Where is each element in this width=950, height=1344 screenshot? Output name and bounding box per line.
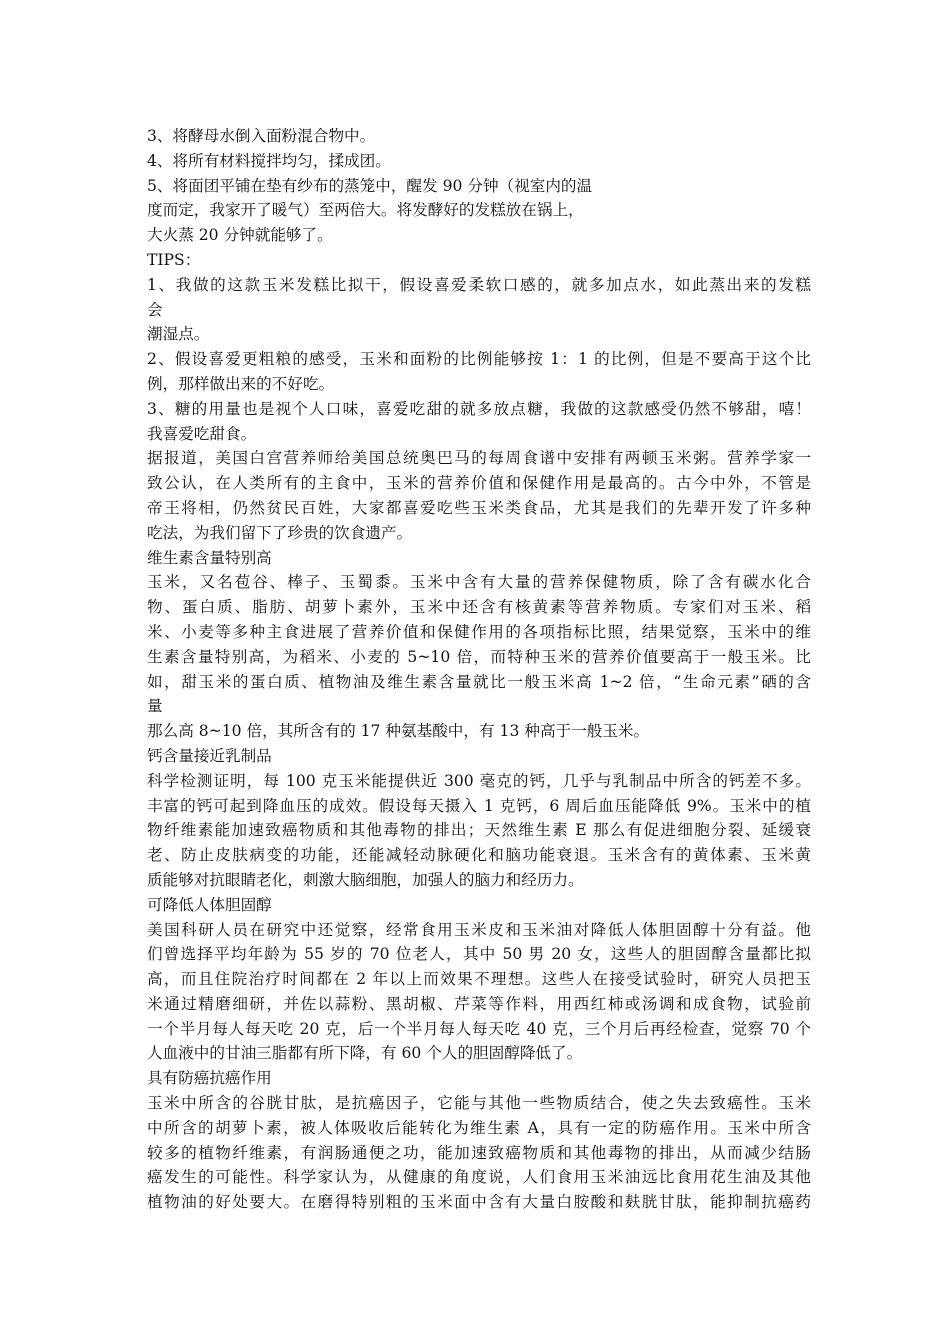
text-line: 物纤维素能加速致癌物质和其他毒物的排出；天然维生素 E 那么有促进细胞分裂、延缓衰 bbox=[147, 821, 811, 840]
section-heading: 具有防癌抗癌作用 bbox=[147, 1069, 272, 1088]
text-line: 米、小麦等多种主食进展了营养价值和保健作用的各项指标比照，结果觉察，玉米中的维 bbox=[147, 622, 811, 641]
text-line: 会 bbox=[147, 300, 163, 319]
text-line: 癌发生的可能性。科学家认为，从健康的角度说，人们食用玉米油远比食用花生油及其他 bbox=[147, 1168, 811, 1187]
text-line: 例，那样做出来的不好吃。 bbox=[147, 374, 335, 393]
text-line: 如，甜玉米的蛋白质、植物油及维生素含量就比一般玉米高 1~2 倍，“生命元素”硒的含 bbox=[147, 672, 811, 691]
text-line: 吃法，为我们留下了珍贵的饮食遗产。 bbox=[147, 523, 413, 542]
text-line: 们曾选择平均年龄为 55 岁的 70 位老人，其中 50 男 20 女，这些人的胆固醇含量都比拟 bbox=[147, 945, 811, 964]
text-line: 玉米，又名苞谷、棒子、玉蜀黍。玉米中含有大量的营养保健物质，除了含有碳水化合 bbox=[147, 573, 811, 592]
text-line: 一个半月每人每天吃 20 克，后一个半月每人每天吃 40 克，三个月后再经检查，觉察 70 个 bbox=[147, 1019, 811, 1038]
text-line: 3、糖的用量也是视个人口味，喜爱吃甜的就多放点糖，我做的这款感受仍然不够甜，嘻！ bbox=[147, 399, 811, 418]
text-line: 米通过精磨细研，并佐以蒜粉、黑胡椒、芹菜等作料，用西红柿或汤调和成食物，试验前 bbox=[147, 994, 811, 1013]
section-heading: 可降低人体胆固醇 bbox=[147, 895, 272, 914]
text-line: 度而定，我家开了暖气）至两倍大。将发酵好的发糕放在锅上， bbox=[147, 201, 584, 220]
text-line: 美国科研人员在研究中还觉察，经常食用玉米皮和玉米油对降低人体胆固醇十分有益。他 bbox=[147, 920, 811, 939]
section-heading: 钙含量接近乳制品 bbox=[147, 746, 272, 765]
text-line: 科学检测证明，每 100 克玉米能提供近 300 毫克的钙，几乎与乳制品中所含的钙差不多。 bbox=[147, 771, 811, 790]
text-line: 老、防止皮肤病变的功能，还能减轻动脉硬化和脑功能衰退。玉米含有的黄体素、玉米黄 bbox=[147, 846, 811, 865]
text-line: 4、将所有材料搅拌均匀，揉成团。 bbox=[147, 151, 391, 170]
text-line: 质能够对抗眼睛老化，刺激大脑细胞，加强人的脑力和经历力。 bbox=[147, 870, 584, 889]
text-line: 2、假设喜爱更粗粮的感受，玉米和面粉的比例能够按 1：1 的比例，但是不要高于这个比 bbox=[147, 350, 811, 369]
text-line: 较多的植物纤维素，有润肠通便之功，能加速致癌物质和其他毒物的排出，从而减少结肠 bbox=[147, 1143, 811, 1162]
text-line: 生素含量特别高，为稻米、小麦的 5~10 倍，而特种玉米的营养价值要高于一般玉米。比 bbox=[147, 647, 811, 666]
text-line: 我喜爱吃甜食。 bbox=[147, 424, 257, 443]
text-line: 5、将面团平铺在垫有纱布的蒸笼中，醒发 90 分钟（视室内的温 bbox=[147, 176, 593, 195]
text-line: 量 bbox=[147, 697, 163, 716]
text-line: 致公认，在人类所有的主食中，玉米的营养价值和保健作用是最高的。古今中外，不管是 bbox=[147, 474, 811, 493]
text-line: 大火蒸 20 分钟就能够了。 bbox=[147, 226, 333, 245]
section-heading: 维生素含量特别高 bbox=[147, 548, 272, 567]
document-body bbox=[147, 124, 811, 1215]
text-line: 据报道，美国白宫营养师给美国总统奥巴马的每周食谱中安排有两顿玉米粥。营养学家一 bbox=[147, 449, 811, 468]
text-line: 那么高 8~10 倍，其所含有的 17 种氨基酸中，有 13 种高于一般玉米。 bbox=[147, 722, 650, 741]
text-line: 潮湿点。 bbox=[147, 325, 210, 344]
text-line: 玉米中所含的谷胱甘肽，是抗癌因子，它能与其他一些物质结合，使之失去致癌性。玉米 bbox=[147, 1094, 811, 1113]
tips-heading: TIPS： bbox=[147, 250, 201, 269]
text-line: 高，而且住院治疗时间都在 2 年以上而效果不理想。这些人在接受试验时，研究人员把玉 bbox=[147, 970, 811, 989]
text-line: 中所含的胡萝卜素，被人体吸收后能转化为维生素 A，具有一定的防癌作用。玉米中所含 bbox=[147, 1118, 811, 1137]
text-line: 物、蛋白质、脂肪、胡萝卜素外，玉米中还含有核黄素等营养物质。专家们对玉米、稻 bbox=[147, 598, 811, 617]
text-line: 植物油的好处要大。在磨得特别粗的玉米面中含有大量白胺酸和麸胱甘肽，能抑制抗癌药 bbox=[147, 1193, 811, 1212]
text-line: 丰富的钙可起到降血压的成效。假设每天摄入 1 克钙，6 周后血压能降低 9%。玉米中的植 bbox=[147, 796, 811, 815]
text-line: 人血液中的甘油三脂都有所下降，有 60 个人的胆固醇降低了。 bbox=[147, 1044, 583, 1063]
text-line: 1、我做的这款玉米发糕比拟干，假设喜爱柔软口感的，就多加点水，如此蒸出来的发糕 bbox=[147, 275, 811, 294]
text-line: 3、将酵母水倒入面粉混合物中。 bbox=[147, 127, 376, 145]
text-line: 帝王将相，仍然贫民百姓，大家都喜爱吃些玉米类食品，尤其是我们的先辈开发了许多种 bbox=[147, 498, 811, 517]
